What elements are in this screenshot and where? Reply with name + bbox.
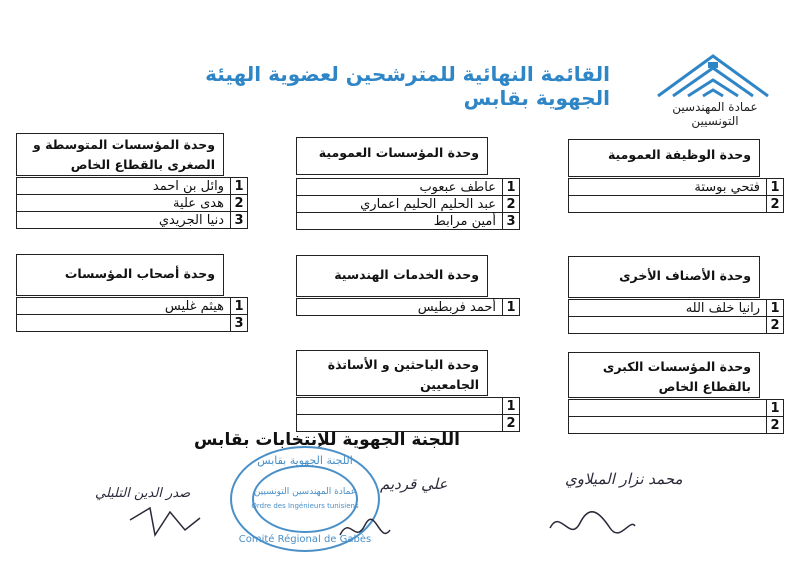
unit-title: وحدة الخدمات الهندسية <box>296 255 488 297</box>
row-number: 1 <box>503 398 520 415</box>
candidate-name: هدى علية <box>17 195 231 212</box>
table-row <box>17 315 248 332</box>
row-number: 2 <box>767 196 784 213</box>
unit-title: وحدة المؤسسات العمومية <box>296 137 488 175</box>
logo-caption: عمادة المهندسين التونسيين <box>672 100 758 128</box>
row-number: 2 <box>767 417 784 434</box>
candidates-table <box>296 298 520 316</box>
table-row <box>297 299 520 316</box>
table-row <box>17 298 248 315</box>
candidates-table <box>296 178 520 230</box>
row-number: 3 <box>231 315 248 332</box>
candidate-name: عاطف عبعوب <box>297 179 503 196</box>
unit-title: وحدة الوظيفة العمومية <box>568 139 760 177</box>
signature: محمد نزار الميلاوي <box>565 470 683 488</box>
candidate-name <box>569 400 767 417</box>
row-number: 1 <box>767 300 784 317</box>
stamp-text: Ordre des Ingénieurs tunisiens <box>251 502 359 510</box>
row-number: 1 <box>231 298 248 315</box>
candidate-name <box>569 317 767 334</box>
row-number: 3 <box>231 212 248 229</box>
row-number: 1 <box>767 179 784 196</box>
unit-title: وحدة المؤسسات المتوسطة و الصغرى بالقطاع الخاص <box>16 133 224 176</box>
candidates-table <box>296 397 520 432</box>
table-row <box>17 178 248 195</box>
page-title: القائمة النهائية للمترشحين لعضوية الهيئة الجهوية بقابس <box>205 62 610 110</box>
table-row <box>569 400 784 417</box>
table-row <box>17 195 248 212</box>
signature: صدر الدين التليلي <box>95 486 191 501</box>
stamp-text: Comité Régional de Gabès <box>238 534 372 545</box>
candidates-table <box>568 178 784 213</box>
table-row <box>297 196 520 213</box>
candidate-name: رانيا خلف الله <box>569 300 767 317</box>
table-row <box>569 179 784 196</box>
row-number: 2 <box>503 415 520 432</box>
signature-scribble <box>335 510 395 550</box>
row-number: 1 <box>767 400 784 417</box>
candidate-name: هيثم غليس <box>17 298 231 315</box>
unit-title: وحدة الأصناف الأخرى <box>568 256 760 298</box>
unit-title: وحدة المؤسسات الكبرى بالقطاع الخاص <box>568 352 760 398</box>
unit-title: وحدة أصحاب المؤسسات <box>16 254 224 296</box>
stamp-text: اللجنة الجهوية بقابس <box>257 454 353 467</box>
candidates-table <box>16 177 248 229</box>
row-number: 1 <box>231 178 248 195</box>
candidates-table <box>568 299 784 334</box>
table-row <box>297 415 520 432</box>
candidates-table <box>568 399 784 434</box>
table-row <box>297 398 520 415</box>
candidate-name <box>569 196 767 213</box>
table-row <box>297 213 520 230</box>
candidate-name <box>569 417 767 434</box>
table-row <box>569 317 784 334</box>
row-number: 1 <box>503 299 520 316</box>
stamp-text: عمادة المهندسين التونسيين <box>253 487 357 497</box>
candidate-name <box>17 315 231 332</box>
unit-title: وحدة الباحثين و الأساتذة الجامعيين <box>296 350 488 396</box>
candidate-name: دنيا الجريدي <box>17 212 231 229</box>
candidate-name: عبد الحليم الحليم اعماري <box>297 196 503 213</box>
row-number: 2 <box>503 196 520 213</box>
committee-label: اللجنة الجهوية للإنتخابات بقابس <box>194 430 460 450</box>
signature: علي قرديم <box>380 475 448 493</box>
table-row <box>569 300 784 317</box>
row-number: 1 <box>503 179 520 196</box>
candidate-name <box>297 415 503 432</box>
table-row <box>569 417 784 434</box>
row-number: 2 <box>767 317 784 334</box>
table-row <box>297 179 520 196</box>
row-number: 2 <box>231 195 248 212</box>
table-row <box>569 196 784 213</box>
signature-scribble <box>540 498 640 548</box>
candidate-name <box>297 398 503 415</box>
signature-scribble <box>125 500 205 540</box>
candidates-table <box>16 297 248 332</box>
candidate-name: أمين مرابط <box>297 213 503 230</box>
row-number: 3 <box>503 213 520 230</box>
candidate-name: وائل بن احمد <box>17 178 231 195</box>
table-row <box>17 212 248 229</box>
candidate-name: أحمد فربطيس <box>297 299 503 316</box>
candidate-name: فتحي بوستة <box>569 179 767 196</box>
